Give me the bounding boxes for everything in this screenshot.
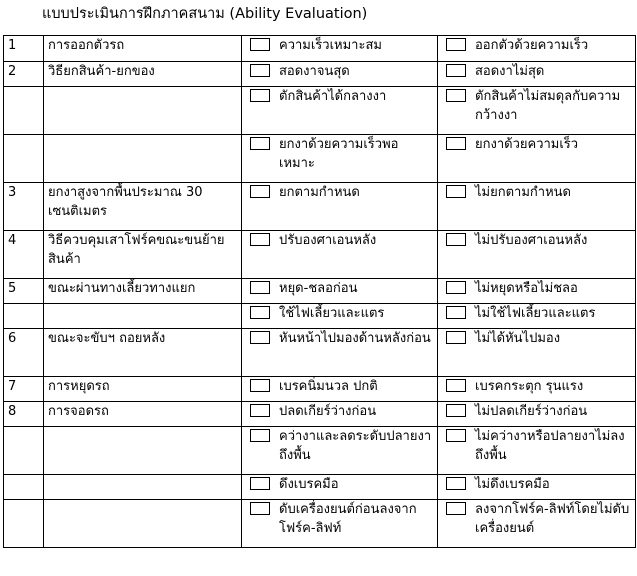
good-option-cell <box>242 329 438 377</box>
bad-checkbox[interactable] <box>446 429 466 442</box>
bad-option-label: ไม่คว่างาหรือปลายงาไม่ลงถึงพื้น <box>475 429 625 463</box>
topic-cell: การจอดรถ <box>44 402 242 427</box>
bad-option-cell <box>438 87 636 135</box>
topic-cell: วิธียกสินค้า-ยกของ <box>44 62 242 87</box>
table-row <box>4 87 636 135</box>
good-option-label: หยุด-ชลอก่อน <box>279 281 358 296</box>
good-option-label: ยกตามกำหนด <box>279 185 360 200</box>
bad-checkbox[interactable] <box>446 331 466 344</box>
good-option-label: ความเร็วเหมาะสม <box>279 38 382 53</box>
bad-option-cell <box>438 427 636 475</box>
topic-cell: การออกตัวรถ <box>44 36 242 62</box>
good-option-cell <box>242 87 438 135</box>
bad-checkbox[interactable] <box>446 306 466 319</box>
bad-checkbox[interactable] <box>446 38 466 51</box>
topic-cell <box>44 304 242 329</box>
evaluation-table-body <box>4 36 636 548</box>
bad-option-label: สอดงาไม่สุด <box>475 64 545 79</box>
good-option-cell <box>242 279 438 304</box>
good-option-label: ปรับองศาเอนหลัง <box>279 233 377 248</box>
good-option-cell <box>242 62 438 87</box>
good-checkbox[interactable] <box>250 137 270 150</box>
table-row <box>4 135 636 183</box>
bad-option-cell <box>438 500 636 548</box>
good-option-label: หันหน้าไปมองด้านหลังก่อน <box>279 331 431 346</box>
good-option-cell <box>242 36 438 62</box>
bad-option-label: ไม่ดึงเบรคมือ <box>475 477 550 492</box>
bad-option-cell <box>438 279 636 304</box>
table-row <box>4 329 636 377</box>
bad-checkbox[interactable] <box>446 404 466 417</box>
item-number: 5 <box>4 279 44 304</box>
item-number: 7 <box>4 377 44 402</box>
item-number <box>4 500 44 548</box>
table-row <box>4 475 636 500</box>
good-checkbox[interactable] <box>250 281 270 294</box>
topic-cell <box>44 500 242 548</box>
bad-checkbox[interactable] <box>446 137 466 150</box>
item-number: 2 <box>4 62 44 87</box>
bad-checkbox[interactable] <box>446 379 466 392</box>
good-checkbox[interactable] <box>250 404 270 417</box>
good-option-label: เบรคนิ่มนวล ปกติ <box>279 379 378 394</box>
evaluation-table <box>3 35 636 548</box>
bad-option-cell <box>438 135 636 183</box>
table-row <box>4 62 636 87</box>
good-checkbox[interactable] <box>250 233 270 246</box>
good-option-label: ยกงาด้วยความเร็วพอเหมาะ <box>279 137 399 171</box>
item-number <box>4 475 44 500</box>
bad-option-label: ไม่ใช้ไฟเลี้ยวและแตร <box>475 306 596 321</box>
bad-option-label: ยกงาด้วยความเร็ว <box>475 137 579 152</box>
item-number: 6 <box>4 329 44 377</box>
topic-cell <box>44 427 242 475</box>
good-checkbox[interactable] <box>250 306 270 319</box>
table-row <box>4 500 636 548</box>
bad-option-cell <box>438 183 636 231</box>
bad-checkbox[interactable] <box>446 185 466 198</box>
good-option-label: ตักสินค้าได้กลางงา <box>279 89 387 104</box>
good-option-cell <box>242 427 438 475</box>
bad-option-cell <box>438 475 636 500</box>
table-row <box>4 36 636 62</box>
good-checkbox[interactable] <box>250 502 270 515</box>
table-row <box>4 279 636 304</box>
bad-option-label: ลงจากโฟร์ค-ลิฟท์โดยไม่ดับเครื่องยนต์ <box>475 502 630 536</box>
item-number: 4 <box>4 231 44 279</box>
item-number <box>4 135 44 183</box>
bad-option-label: เบรคกระตุก รุนแรง <box>475 379 584 394</box>
table-row <box>4 377 636 402</box>
good-option-label: ดับเครื่องยนต์ก่อนลงจากโฟร์ค-ลิฟท์ <box>279 502 417 536</box>
good-checkbox[interactable] <box>250 429 270 442</box>
good-option-cell <box>242 500 438 548</box>
bad-option-cell <box>438 377 636 402</box>
good-checkbox[interactable] <box>250 379 270 392</box>
good-option-cell <box>242 402 438 427</box>
bad-checkbox[interactable] <box>446 64 466 77</box>
table-row <box>4 427 636 475</box>
bad-checkbox[interactable] <box>446 233 466 246</box>
page-title: แบบประเมินการฝึกภาคสนาม (Ability Evaluation) <box>42 6 368 22</box>
bad-checkbox[interactable] <box>446 502 466 515</box>
bad-option-cell <box>438 36 636 62</box>
good-checkbox[interactable] <box>250 477 270 490</box>
topic-cell: ยกงาสูงจากพื้นประมาณ 30 เซนติเมตร <box>44 183 242 231</box>
bad-option-cell <box>438 304 636 329</box>
topic-cell: ขณะจะขับฯ ถอยหลัง <box>44 329 242 377</box>
good-option-label: ปลดเกียร์ว่างก่อน <box>279 404 377 419</box>
bad-option-label: ไม่ปรับองศาเอนหลัง <box>475 233 588 248</box>
good-option-label: ดึงเบรคมือ <box>279 477 339 492</box>
bad-option-label: ตักสินค้าไม่สมดุลกับความกว้างงา <box>475 89 621 123</box>
good-option-cell <box>242 304 438 329</box>
bad-option-cell <box>438 62 636 87</box>
topic-cell: วิธีควบคุมเสาโฟร์คขณะขนย้ายสินค้า <box>44 231 242 279</box>
table-row <box>4 231 636 279</box>
good-checkbox[interactable] <box>250 38 270 51</box>
topic-cell <box>44 135 242 183</box>
item-number: 3 <box>4 183 44 231</box>
good-checkbox[interactable] <box>250 331 270 344</box>
table-row <box>4 183 636 231</box>
topic-cell: ขณะผ่านทางเลี้ยวทางแยก <box>44 279 242 304</box>
bad-checkbox[interactable] <box>446 89 466 102</box>
bad-option-label: ไม่ได้หันไปมอง <box>475 331 561 346</box>
item-number: 1 <box>4 36 44 62</box>
table-row <box>4 304 636 329</box>
bad-option-cell <box>438 402 636 427</box>
good-checkbox[interactable] <box>250 64 270 77</box>
item-number: 8 <box>4 402 44 427</box>
item-number <box>4 87 44 135</box>
good-option-cell <box>242 135 438 183</box>
topic-cell <box>44 475 242 500</box>
bad-option-label: ไม่ยกตามกำหนด <box>475 185 571 200</box>
good-option-label: สอดงาจนสุด <box>279 64 350 79</box>
item-number <box>4 427 44 475</box>
bad-checkbox[interactable] <box>446 477 466 490</box>
bad-option-cell <box>438 231 636 279</box>
good-option-label: คว่างาและลดระดับปลายงาถึงพื้น <box>279 429 432 463</box>
bad-checkbox[interactable] <box>446 281 466 294</box>
bad-option-label: ไม่หยุดหรือไม่ชลอ <box>475 281 578 296</box>
good-option-cell <box>242 377 438 402</box>
topic-cell <box>44 87 242 135</box>
topic-cell: การหยุดรถ <box>44 377 242 402</box>
item-number <box>4 304 44 329</box>
good-checkbox[interactable] <box>250 185 270 198</box>
table-row <box>4 402 636 427</box>
good-option-cell <box>242 231 438 279</box>
good-option-label: ใช้ไฟเลี้ยวและแตร <box>279 306 385 321</box>
bad-option-label: ออกตัวด้วยความเร็ว <box>475 38 589 53</box>
bad-option-label: ไม่ปลดเกียร์ว่างก่อน <box>475 404 588 419</box>
good-checkbox[interactable] <box>250 89 270 102</box>
good-option-cell <box>242 183 438 231</box>
good-option-cell <box>242 475 438 500</box>
bad-option-cell <box>438 329 636 377</box>
